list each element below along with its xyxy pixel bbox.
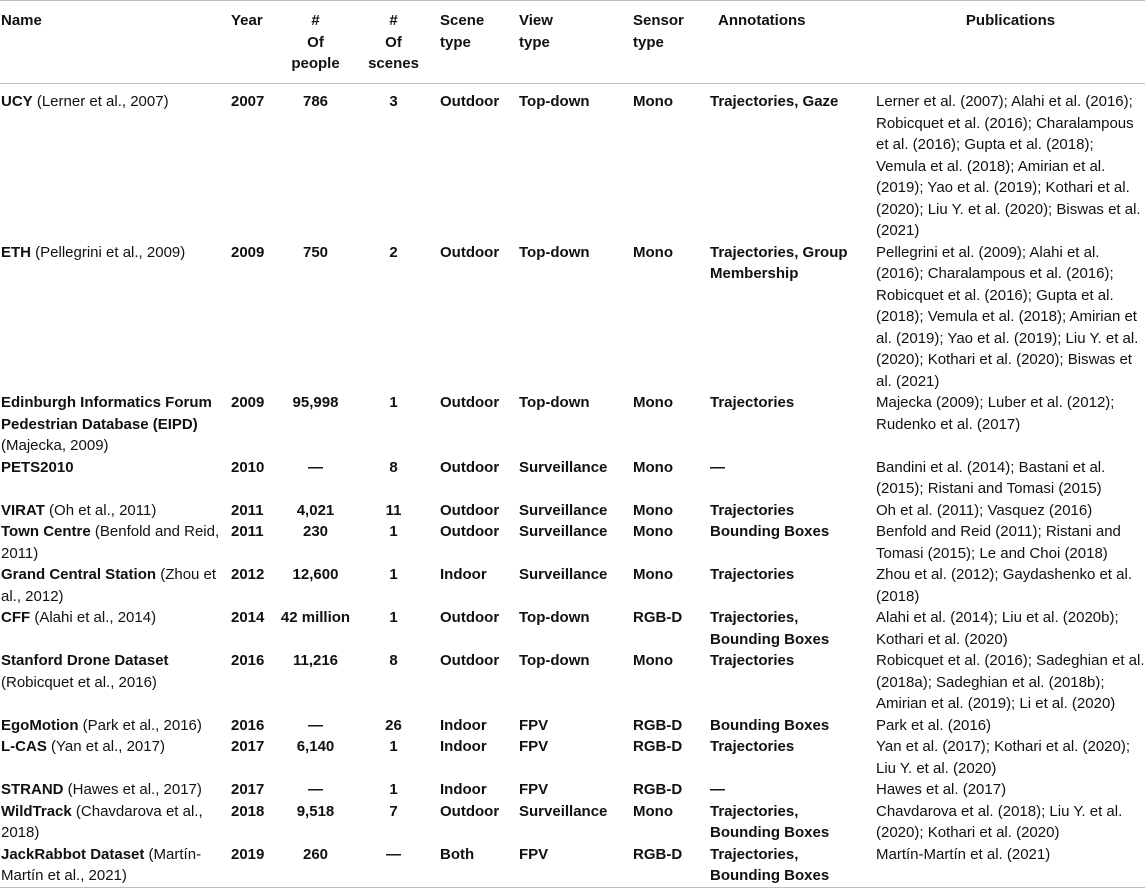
cell-publications: Lerner et al. (2007); Alahi et al. (2016); Robicquet et al. (2016); Charalampous et al. (2016); Gupta et al. (2018); Vemula et al. (2018); Amirian et al. (2019); Yao et al. (2019); Kothari et al. (2020); Liu Y. et al. (2020); Biswas et al. (2021) bbox=[876, 93, 1141, 239]
cell-view-type: Surveillance bbox=[519, 501, 608, 519]
dataset-reference: (Robicquet et al., 2016) bbox=[1, 673, 157, 691]
cell-scene-type: Outdoor bbox=[440, 652, 500, 669]
dataset-reference: (Park et al., 2016) bbox=[78, 716, 202, 734]
cell-sensor-type: RGB-D bbox=[633, 845, 683, 863]
cell-annotations: Trajectories, Bounding Boxes bbox=[710, 845, 830, 884]
cell-publications: Bandini et al. (2014); Bastani et al. (2015); Ristani and Tomasi (2015) bbox=[876, 458, 1106, 497]
table-row bbox=[0, 392, 1145, 457]
header-scene-type bbox=[426, 10, 507, 53]
cell-view-type: Top-down bbox=[519, 93, 590, 110]
table-row bbox=[0, 715, 1145, 737]
cell-view-type: Surveillance bbox=[519, 802, 608, 820]
cell-annotations: Trajectories bbox=[710, 394, 795, 411]
cell-people: 750 bbox=[302, 243, 329, 261]
cell-people: 4,021 bbox=[296, 501, 335, 519]
cell-people: — bbox=[308, 781, 323, 798]
cell-name bbox=[0, 564, 229, 607]
cell-scenes: 11 bbox=[385, 501, 402, 519]
cell-sensor-type: Mono bbox=[633, 243, 673, 261]
cell-scenes: 26 bbox=[385, 716, 402, 734]
cell-annotations: Trajectories bbox=[710, 566, 795, 583]
cell-scene-type: Indoor bbox=[440, 716, 487, 734]
cell-sensor-type: Mono bbox=[633, 501, 673, 519]
cell-name bbox=[0, 650, 229, 693]
cell-publications: Oh et al. (2011); Vasquez (2016) bbox=[876, 501, 1093, 519]
cell-view-type: FPV bbox=[519, 738, 549, 755]
header-people-line1: # bbox=[311, 12, 320, 29]
cell-scenes: 2 bbox=[389, 243, 398, 261]
dataset-name: STRAND bbox=[1, 781, 64, 798]
cell-scenes: 8 bbox=[389, 652, 398, 669]
table-row bbox=[0, 500, 1145, 522]
header-people bbox=[270, 10, 359, 75]
cell-people: 6,140 bbox=[296, 738, 335, 755]
header-scenes bbox=[359, 10, 426, 75]
table-row bbox=[0, 242, 1145, 393]
dataset-name: Grand Central Station bbox=[1, 566, 157, 583]
cell-scene-type: Outdoor bbox=[440, 802, 500, 820]
dataset-reference: (Zhou et al., 2012) bbox=[1, 566, 217, 605]
cell-people: 230 bbox=[302, 523, 329, 540]
cell-view-type: Top-down bbox=[519, 652, 590, 669]
table-row bbox=[0, 91, 1145, 242]
dataset-reference: (Chavdarova et al., 2018) bbox=[1, 802, 203, 841]
table-row bbox=[0, 779, 1145, 801]
cell-scenes: 1 bbox=[389, 394, 398, 411]
dataset-name: UCY bbox=[1, 93, 33, 110]
dataset-name: Edinburgh Informatics Forum Pedestrian Database (EIPD) bbox=[1, 394, 212, 433]
table-row bbox=[0, 521, 1145, 564]
header-people-line3: people bbox=[291, 55, 340, 72]
cell-sensor-type: RGB-D bbox=[633, 781, 683, 798]
cell-sensor-type: Mono bbox=[633, 652, 673, 669]
cell-view-type: FPV bbox=[519, 716, 549, 734]
cell-view-type: FPV bbox=[519, 845, 549, 863]
cell-year: 2018 bbox=[231, 802, 265, 820]
cell-annotations: Bounding Boxes bbox=[710, 523, 830, 540]
cell-scenes: 1 bbox=[389, 523, 398, 540]
table-row bbox=[0, 564, 1145, 607]
cell-publications: Zhou et al. (2012); Gaydashenko et al. (2018) bbox=[876, 566, 1132, 605]
cell-name bbox=[0, 457, 229, 479]
dataset-reference: (Martín-Martín et al., 2021) bbox=[1, 845, 202, 884]
header-view-line1: View bbox=[519, 12, 553, 29]
cell-year: 2016 bbox=[231, 652, 265, 669]
cell-sensor-type: Mono bbox=[633, 523, 673, 540]
cell-scene-type: Outdoor bbox=[440, 243, 500, 261]
dataset-reference: (Benfold and Reid, 2011) bbox=[1, 523, 220, 562]
dataset-name: ETH bbox=[1, 243, 31, 261]
cell-year: 2007 bbox=[231, 93, 265, 110]
cell-sensor-type: Mono bbox=[633, 566, 673, 583]
cell-people: 95,998 bbox=[292, 394, 339, 411]
table-row bbox=[0, 650, 1145, 715]
cell-scenes: 1 bbox=[389, 566, 398, 583]
cell-publications: Pellegrini et al. (2009); Alahi et al. (2016); Charalampous et al. (2016); Robicquet et al. (2016); Gupta et al. (2018); Vemula et al. (2018); Amirian et al. (2019); Yao et al. (2019); Liu Y. et al. (2020); Kothari et al. (2020); Biswas et al. (2021) bbox=[876, 243, 1139, 390]
cell-year: 2014 bbox=[231, 609, 265, 626]
cell-publications: Hawes et al. (2017) bbox=[876, 781, 1007, 798]
dataset-name: Stanford Drone Dataset bbox=[1, 652, 169, 669]
cell-sensor-type: Mono bbox=[633, 458, 673, 476]
cell-view-type: Top-down bbox=[519, 243, 590, 261]
table-row bbox=[0, 844, 1145, 887]
dataset-reference: (Lerner et al., 2007) bbox=[32, 93, 169, 110]
cell-people: 9,518 bbox=[296, 802, 335, 820]
dataset-name: Town Centre bbox=[1, 523, 91, 540]
cell-year: 2010 bbox=[231, 458, 265, 476]
dataset-reference: (Hawes et al., 2017) bbox=[63, 781, 202, 798]
cell-year: 2017 bbox=[231, 781, 265, 798]
dataset-reference: (Oh et al., 2011) bbox=[44, 501, 157, 519]
cell-annotations: — bbox=[710, 458, 725, 476]
cell-annotations: Trajectories bbox=[710, 652, 795, 669]
cell-name bbox=[0, 500, 229, 522]
dataset-reference: (Majecka, 2009) bbox=[1, 437, 109, 454]
header-scenes-line2: Of bbox=[385, 33, 402, 51]
dataset-name: WildTrack bbox=[1, 802, 72, 820]
cell-name bbox=[0, 91, 229, 113]
dataset-name: L-CAS bbox=[1, 738, 47, 755]
cell-scene-type: Indoor bbox=[440, 566, 487, 583]
cell-year: 2016 bbox=[231, 716, 265, 734]
cell-sensor-type: RGB-D bbox=[633, 609, 683, 626]
cell-scene-type: Both bbox=[440, 845, 475, 863]
cell-view-type: Top-down bbox=[519, 609, 590, 626]
cell-sensor-type: Mono bbox=[633, 802, 673, 820]
cell-sensor-type: RGB-D bbox=[633, 738, 683, 755]
cell-scene-type: Outdoor bbox=[440, 93, 500, 110]
table-body bbox=[0, 84, 1145, 887]
dataset-reference: (Alahi et al., 2014) bbox=[30, 609, 157, 626]
cell-year: 2011 bbox=[231, 501, 264, 519]
cell-publications: Martín-Martín et al. (2021) bbox=[876, 845, 1051, 863]
header-view-type bbox=[507, 10, 619, 53]
cell-publications: Robicquet et al. (2016); Sadeghian et al. (2018a); Sadeghian et al. (2018b); Amirian et al. (2019); Li et al. (2020) bbox=[876, 652, 1145, 712]
header-scene-line2: type bbox=[440, 33, 471, 51]
cell-view-type: Surveillance bbox=[519, 458, 608, 476]
dataset-name: CFF bbox=[1, 609, 31, 626]
header-view-line2: type bbox=[519, 33, 550, 51]
dataset-reference: (Yan et al., 2017) bbox=[46, 738, 165, 755]
cell-name bbox=[0, 392, 229, 457]
cell-name bbox=[0, 521, 229, 564]
table-row bbox=[0, 801, 1145, 844]
cell-view-type: Surveillance bbox=[519, 523, 608, 540]
cell-people: — bbox=[308, 716, 323, 734]
cell-name bbox=[0, 715, 229, 737]
cell-scene-type: Indoor bbox=[440, 781, 487, 798]
cell-scene-type: Outdoor bbox=[440, 609, 500, 626]
cell-annotations: Trajectories bbox=[710, 501, 795, 519]
cell-year: 2009 bbox=[231, 243, 265, 261]
cell-publications: Majecka (2009); Luber et al. (2012); Rudenko et al. (2017) bbox=[876, 394, 1115, 433]
header-sensor-line2: type bbox=[633, 33, 664, 51]
cell-name bbox=[0, 779, 229, 801]
dataset-name: JackRabbot Dataset bbox=[1, 845, 145, 863]
cell-year: 2019 bbox=[231, 845, 265, 863]
header-publications: Publications bbox=[965, 12, 1056, 29]
cell-scenes: 7 bbox=[389, 802, 398, 820]
cell-people: 260 bbox=[302, 845, 329, 863]
cell-publications: Park et al. (2016) bbox=[876, 716, 992, 734]
cell-sensor-type: Mono bbox=[633, 394, 673, 411]
table-row bbox=[0, 736, 1145, 779]
cell-year: 2009 bbox=[231, 394, 265, 411]
cell-annotations: Trajectories, Bounding Boxes bbox=[710, 609, 830, 648]
header-year: Year bbox=[231, 12, 263, 29]
dataset-reference: (Pellegrini et al., 2009) bbox=[31, 243, 186, 261]
header-scenes-line1: # bbox=[389, 12, 398, 29]
cell-view-type: FPV bbox=[519, 781, 549, 798]
cell-scenes: 8 bbox=[389, 458, 398, 476]
cell-sensor-type: RGB-D bbox=[633, 716, 683, 734]
cell-year: 2012 bbox=[231, 566, 265, 583]
cell-scenes: — bbox=[386, 845, 401, 863]
cell-name bbox=[0, 736, 229, 758]
cell-scene-type: Outdoor bbox=[440, 458, 500, 476]
dataset-name: VIRAT bbox=[1, 501, 45, 519]
cell-people: — bbox=[308, 458, 323, 476]
cell-scenes: 3 bbox=[389, 93, 398, 110]
cell-annotations: Trajectories, Gaze bbox=[710, 93, 839, 110]
header-name: Name bbox=[1, 12, 42, 29]
cell-people: 42 million bbox=[280, 609, 351, 626]
table-bottom-rule bbox=[0, 887, 1145, 888]
cell-scenes: 1 bbox=[389, 738, 398, 755]
cell-view-type: Surveillance bbox=[519, 566, 608, 583]
cell-scene-type: Outdoor bbox=[440, 523, 500, 540]
cell-view-type: Top-down bbox=[519, 394, 590, 411]
cell-scenes: 1 bbox=[389, 781, 398, 798]
cell-scenes: 1 bbox=[389, 609, 398, 626]
header-scenes-line3: scenes bbox=[368, 55, 419, 72]
dataset-name: EgoMotion bbox=[1, 716, 79, 734]
cell-name bbox=[0, 242, 229, 264]
cell-annotations: Bounding Boxes bbox=[710, 716, 830, 734]
cell-publications: Benfold and Reid (2011); Ristani and Tomasi (2015); Le and Choi (2018) bbox=[876, 523, 1121, 562]
header-people-line2: Of bbox=[307, 33, 324, 51]
cell-publications: Alahi et al. (2014); Liu et al. (2020b); Kothari et al. (2020) bbox=[876, 609, 1119, 648]
cell-annotations: Trajectories, Group Membership bbox=[710, 243, 848, 282]
cell-annotations: Trajectories, Bounding Boxes bbox=[710, 802, 830, 841]
cell-annotations: — bbox=[710, 781, 725, 798]
cell-year: 2017 bbox=[231, 738, 265, 755]
cell-name bbox=[0, 844, 229, 887]
header-sensor-type bbox=[619, 10, 696, 53]
header-annotations: Annotations bbox=[718, 12, 806, 29]
cell-people: 11,216 bbox=[292, 652, 339, 669]
cell-name bbox=[0, 607, 229, 629]
cell-annotations: Trajectories bbox=[710, 738, 795, 755]
header-scene-line1: Scene bbox=[440, 12, 485, 29]
cell-scene-type: Outdoor bbox=[440, 394, 500, 411]
cell-name bbox=[0, 801, 229, 844]
dataset-name: PETS2010 bbox=[1, 458, 74, 476]
cell-publications: Yan et al. (2017); Kothari et al. (2020); Liu Y. et al. (2020) bbox=[876, 738, 1131, 777]
cell-scene-type: Indoor bbox=[440, 738, 487, 755]
cell-sensor-type: Mono bbox=[633, 93, 673, 110]
cell-publications: Chavdarova et al. (2018); Liu Y. et al. (2020); Kothari et al. (2020) bbox=[876, 802, 1123, 841]
cell-scene-type: Outdoor bbox=[440, 501, 500, 519]
cell-year: 2011 bbox=[231, 523, 264, 540]
table-row bbox=[0, 457, 1145, 500]
table-header-row bbox=[0, 0, 1145, 84]
table-row bbox=[0, 607, 1145, 650]
cell-people: 12,600 bbox=[292, 566, 339, 583]
cell-people: 786 bbox=[302, 93, 329, 110]
header-sensor-line1: Sensor bbox=[633, 12, 684, 29]
